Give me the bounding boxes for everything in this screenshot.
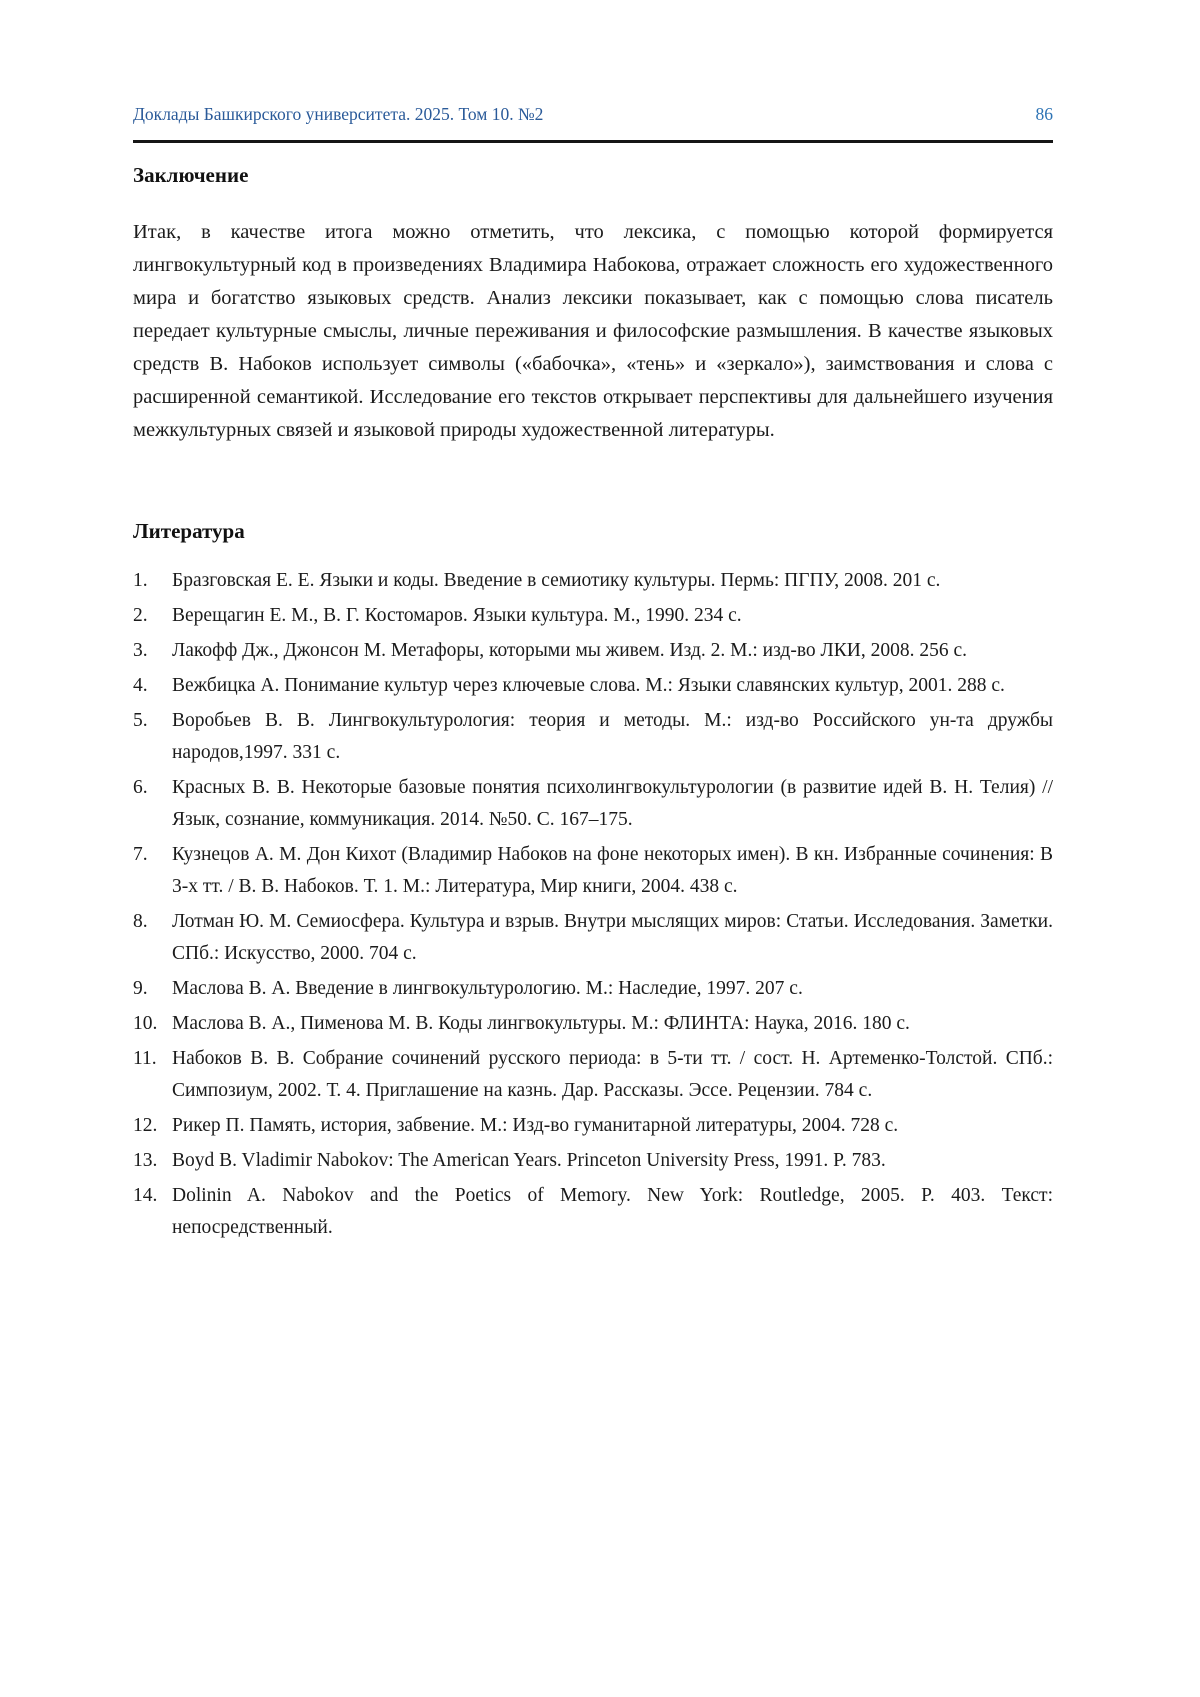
conclusion-paragraph: Итак, в качестве итога можно отметить, что лексика, с помощью которой формируется лингвокультурный код в произведениях Владимира Набокова, отражает сложность его художественного мира и богатство языковых средств. Анализ лексики показывает, как с помощью слова писатель передает культурные смыслы, личные переживания и философские размышления. В качестве языковых средств В. Набоков использует символы («бабочка», «тень» и «зеркало»), заимствования и слова с расширенной семантикой. Исследование его текстов открывает перспективы для дальнейшего изучения межкультурных связей и языковой природы художественной литературы. <box>133 221 1053 441</box>
reference-item <box>133 839 1053 903</box>
journal-title: Доклады Башкирского университета. 2025. Том 10. №2 <box>133 104 544 124</box>
reference-text: Маслова В. А. Введение в лингвокультурологию. М.: Наследие, 1997. 207 с. <box>172 978 803 999</box>
reference-text: Верещагин Е. М., В. Г. Костомаров. Языки культура. М., 1990. 234 с. <box>172 605 742 626</box>
reference-text: Бразговская Е. Е. Языки и коды. Введение в семиотику культуры. Пермь: ПГПУ, 2008. 201 с. <box>172 570 941 591</box>
reference-number: 7. <box>133 844 148 865</box>
reference-item <box>133 1008 1053 1040</box>
reference-number: 4. <box>133 675 148 696</box>
running-head <box>133 102 1053 143</box>
reference-number: 11. <box>133 1048 157 1069</box>
reference-text: Dolinin A. Nabokov and the Poetics of Memory. New York: Routledge, 2005. P. 403. Текст: непосредственный. <box>172 1185 1053 1238</box>
reference-number: 10. <box>133 1013 158 1034</box>
reference-text: Boyd B. Vladimir Nabokov: The American Years. Princeton University Press, 1991. P. 783. <box>172 1150 886 1171</box>
reference-text: Кузнецов А. М. Дон Кихот (Владимир Набоков на фоне некоторых имен). В кн. Избранные сочинения: В 3-х тт. / В. В. Набоков. Т. 1. М.: Литература, Мир книги, 2004. 438 с. <box>172 844 1053 897</box>
reference-item <box>133 973 1053 1005</box>
reference-text: Рикер П. Память, история, забвение. М.: Изд-во гуманитарной литературы, 2004. 728 с. <box>172 1115 899 1136</box>
reference-number: 9. <box>133 978 148 999</box>
reference-text: Лотман Ю. М. Семиосфера. Культура и взрыв. Внутри мыслящих миров: Статьи. Исследования. Заметки. СПб.: Искусство, 2000. 704 с. <box>172 911 1053 964</box>
reference-number: 3. <box>133 640 148 661</box>
reference-item <box>133 772 1053 836</box>
references-list <box>133 565 1053 1244</box>
reference-number: 14. <box>133 1185 158 1206</box>
reference-item <box>133 906 1053 970</box>
page-number: 86 <box>1035 104 1053 124</box>
references-heading: Литература <box>133 519 245 543</box>
reference-item <box>133 1180 1053 1244</box>
reference-text: Вежбицка А. Понимание культур через ключевые слова. М.: Языки славянских культур, 2001. 288 с. <box>172 675 1005 696</box>
reference-item <box>133 1110 1053 1142</box>
reference-item <box>133 1043 1053 1107</box>
reference-item <box>133 705 1053 769</box>
reference-item <box>133 600 1053 632</box>
reference-number: 2. <box>133 605 148 626</box>
reference-text: Маслова В. А., Пименова М. В. Коды лингвокультуры. М.: ФЛИНТА: Наука, 2016. 180 с. <box>172 1013 910 1034</box>
reference-item <box>133 565 1053 597</box>
reference-item <box>133 670 1053 702</box>
reference-text: Лакофф Дж., Джонсон М. Метафоры, которыми мы живем. Изд. 2. М.: изд-во ЛКИ, 2008. 256 с. <box>172 640 967 661</box>
conclusion-heading: Заключение <box>133 163 249 187</box>
reference-text: Красных В. В. Некоторые базовые понятия психолингвокультурологии (в развитие идей В. Н. Телия) // Язык, сознание, коммуникация. 2014. №50. С. 167–175. <box>172 777 1053 830</box>
reference-number: 5. <box>133 710 148 731</box>
reference-text: Набоков В. В. Собрание сочинений русского периода: в 5-ти тт. / сост. Н. Артеменко-Толстой. СПб.: Симпозиум, 2002. Т. 4. Приглашение на казнь. Дар. Рассказы. Эссе. Рецензии. 784 с. <box>172 1048 1053 1101</box>
reference-item <box>133 1145 1053 1177</box>
reference-number: 12. <box>133 1115 158 1136</box>
reference-number: 6. <box>133 777 148 798</box>
reference-number: 8. <box>133 911 148 932</box>
reference-item <box>133 635 1053 667</box>
reference-number: 1. <box>133 570 148 591</box>
reference-text: Воробьев В. В. Лингвокультурология: теория и методы. М.: изд-во Российского ун-та дружбы народов,1997. 331 с. <box>172 710 1053 763</box>
reference-number: 13. <box>133 1150 158 1171</box>
